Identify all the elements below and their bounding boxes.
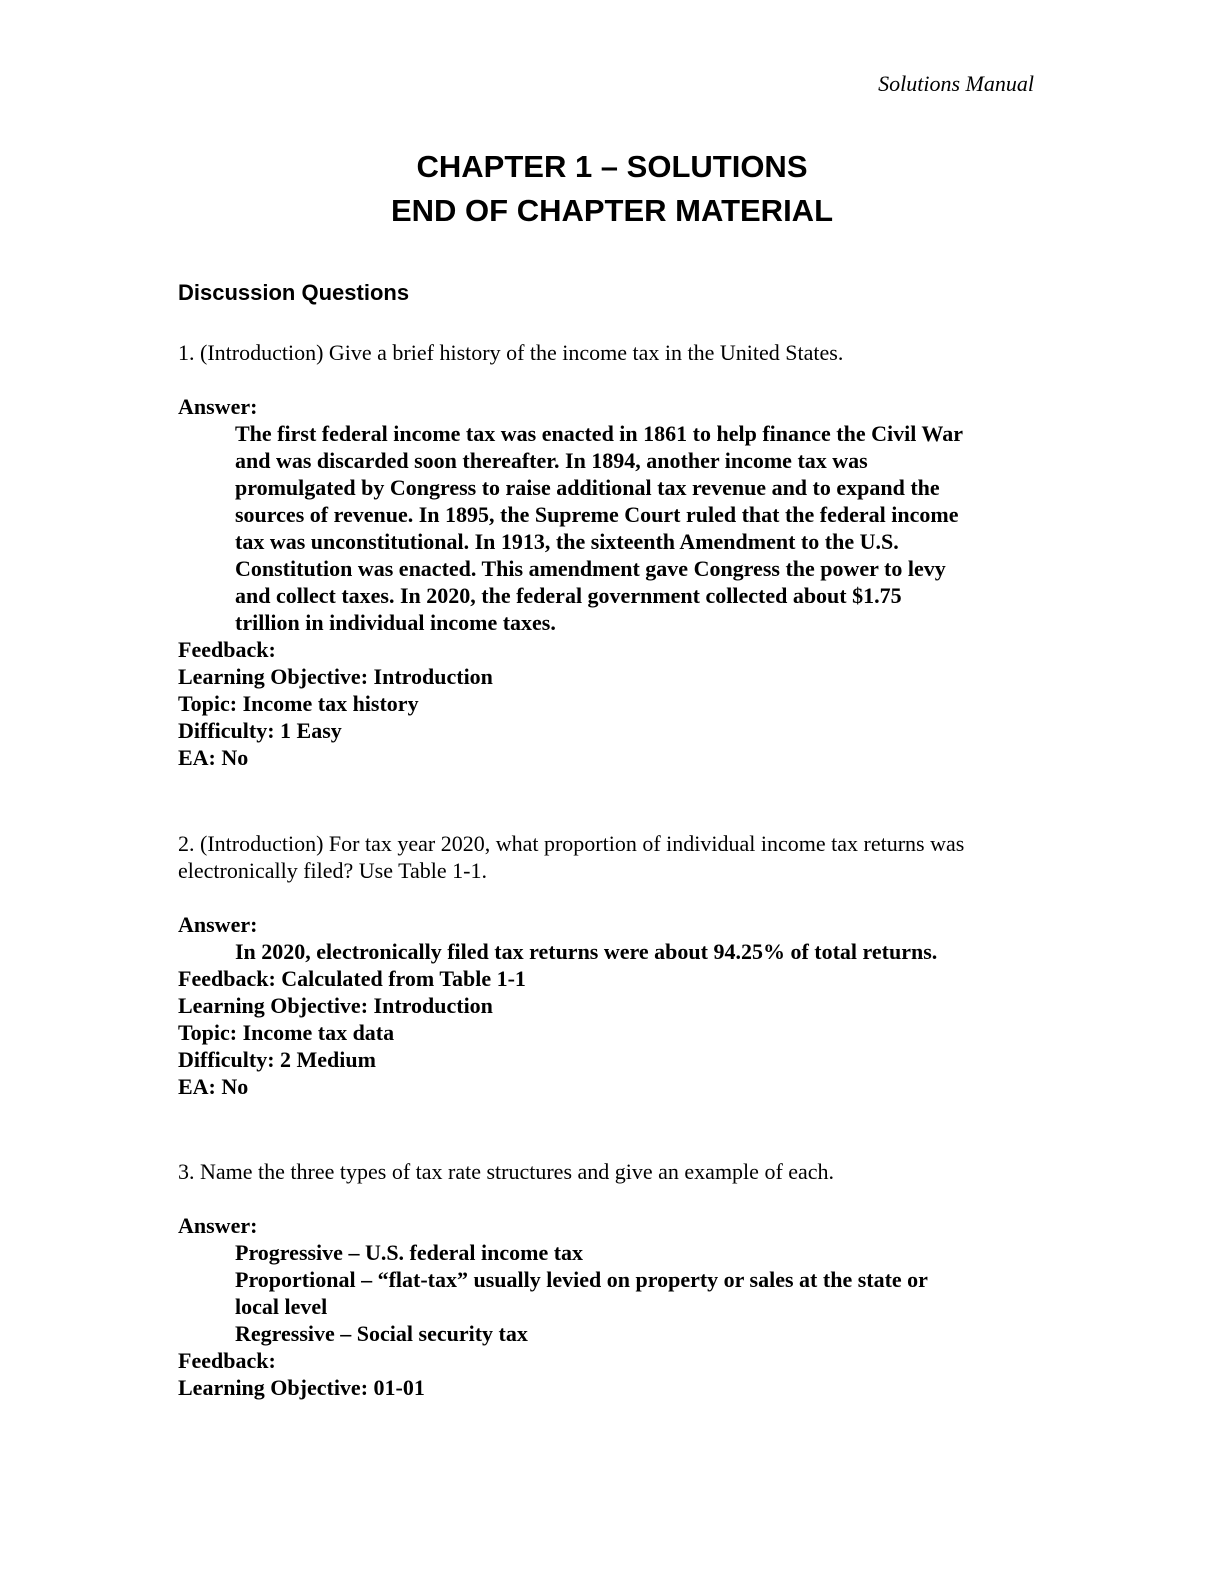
feedback-line: Feedback:: [178, 637, 276, 662]
chapter-title-line2: END OF CHAPTER MATERIAL: [390, 193, 834, 228]
answer-line: In 2020, electronically filed tax returns were about 94.25% of total returns.: [235, 939, 938, 964]
ea-line: EA: No: [178, 1074, 249, 1099]
question-block-1: [178, 339, 1038, 771]
answer-line: sources of revenue. In 1895, the Supreme Court ruled that the federal income: [235, 502, 959, 527]
question-line: 2. (Introduction) For tax year 2020, what proportion of individual income tax returns was: [178, 831, 965, 856]
answer-label: Answer:: [178, 394, 258, 419]
topic-line: Topic: Income tax data: [178, 1020, 395, 1045]
running-header: Solutions Manual: [878, 71, 1034, 96]
difficulty-line: Difficulty: 2 Medium: [178, 1047, 376, 1072]
ea-line: EA: No: [178, 745, 249, 770]
chapter-title-line1: CHAPTER 1 – SOLUTIONS: [416, 149, 808, 184]
answer-text: [178, 420, 1038, 636]
answer-line: Progressive – U.S. federal income tax: [235, 1240, 584, 1265]
learning-objective-line: Learning Objective: Introduction: [178, 664, 493, 689]
answer-line: trillion in individual income taxes.: [235, 610, 556, 635]
answer-line: Regressive – Social security tax: [235, 1321, 528, 1346]
question-block-2: [178, 830, 1038, 1100]
learning-objective-line: Learning Objective: Introduction: [178, 993, 493, 1018]
question-line: electronically filed? Use Table 1-1.: [178, 858, 487, 883]
answer-line: local level: [235, 1294, 328, 1319]
answer-line: Proportional – “flat-tax” usually levied on property or sales at the state or: [235, 1267, 928, 1292]
topic-line: Topic: Income tax history: [178, 691, 419, 716]
answer-label: Answer:: [178, 1213, 258, 1238]
feedback-line: Feedback:: [178, 1348, 276, 1373]
answer-line: tax was unconstitutional. In 1913, the sixteenth Amendment to the U.S.: [235, 529, 899, 554]
answer-line: and was discarded soon thereafter. In 1894, another income tax was: [235, 448, 868, 473]
chapter-title: [0, 145, 1224, 233]
question-block-3: [178, 1158, 1038, 1401]
answer-line: The first federal income tax was enacted in 1861 to help finance the Civil War: [235, 421, 963, 446]
feedback-line: Feedback: Calculated from Table 1-1: [178, 966, 526, 991]
answer-label: Answer:: [178, 912, 258, 937]
question-text: 1. (Introduction) Give a brief history of the income tax in the United States.: [178, 340, 844, 365]
learning-objective-line: Learning Objective: 01-01: [178, 1375, 425, 1400]
answer-line: and collect taxes. In 2020, the federal government collected about $1.75: [235, 583, 902, 608]
question-text: 3. Name the three types of tax rate structures and give an example of each.: [178, 1159, 835, 1184]
difficulty-line: Difficulty: 1 Easy: [178, 718, 342, 743]
answer-line: Constitution was enacted. This amendment gave Congress the power to levy: [235, 556, 946, 581]
section-heading: Discussion Questions: [178, 280, 410, 305]
answer-line: promulgated by Congress to raise additional tax revenue and to expand the: [235, 475, 940, 500]
question-text: [178, 830, 1038, 884]
answer-text: [178, 1239, 1038, 1347]
